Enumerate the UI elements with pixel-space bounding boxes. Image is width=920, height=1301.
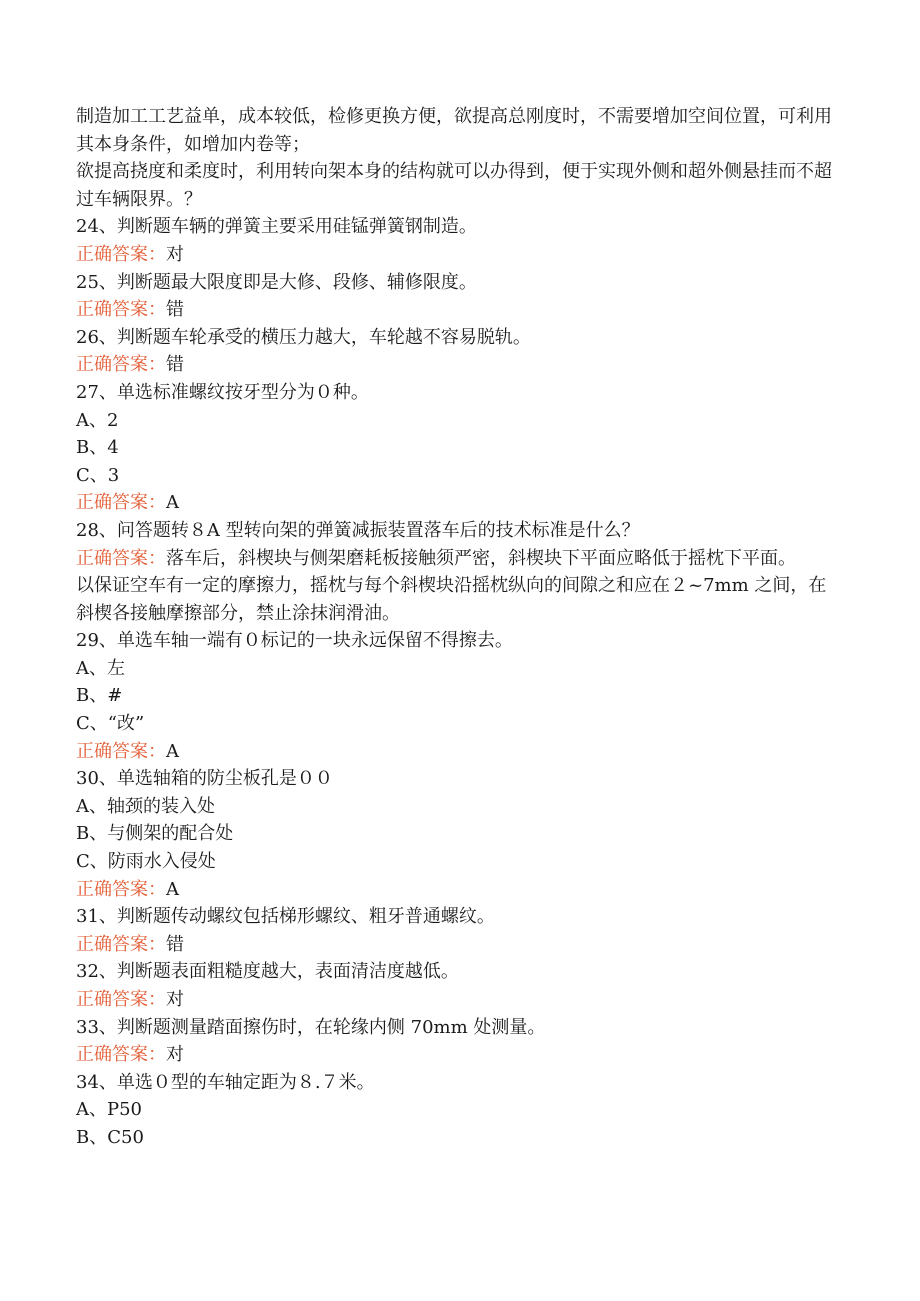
answer-label: 正确答案： [76,492,166,514]
question-30: 30、单选轴箱的防尘板孔是００ [76,768,333,790]
question-27: 27、单选标准螺纹按牙型分为０种。 [76,381,369,403]
question-26: 26、判断题车轮承受的横压力越大，车轮越不容易脱轨。 [76,326,531,348]
answer-value: A [166,492,179,514]
option: C、防雨水入侵处 [76,851,216,873]
question-32: 32、判断题表面粗糙度越大，表面清洁度越低。 [76,961,459,983]
answer-value: A [166,878,179,900]
question-31: 31、判断题传动螺纹包括梯形螺纹、粗牙普通螺纹。 [76,906,495,928]
answer-label: 正确答案： [76,933,166,955]
intro-paragraph-1: 制造加工工艺益单，成本较低，检修更换方便，欲提高总刚度时，不需要增加空间位置，可利用其本身条件，如增加内卷等； [76,106,832,155]
answer-label: 正确答案： [76,354,166,376]
answer-25 [76,296,832,324]
answer-29 [76,738,832,766]
answer-33 [76,1041,832,1069]
answer-label: 正确答案： [76,878,166,900]
answer-label: 正确答案： [76,1044,166,1066]
answer-value: 对 [166,243,184,265]
question-33: 33、判断题测量踏面擦伤时，在轮缘内侧 70mm 处测量。 [76,1016,546,1038]
answer-26 [76,351,832,379]
option: A、2 [76,409,119,431]
option: C、3 [76,464,120,486]
question-34: 34、单选０型的车轴定距为８.７米。 [76,1071,375,1093]
option: B、C50 [76,1126,144,1148]
answer-label: 正确答案： [76,740,166,762]
answer-30 [76,876,832,904]
intro-paragraph-2: 欲提高挠度和柔度时，利用转向架本身的结构就可以办得到，便于实现外侧和超外侧悬挂而不超过车辆限界。？ [76,161,832,210]
answer-value: 错 [166,299,184,321]
option: C、“改” [76,713,145,735]
answer-24 [76,241,832,269]
question-24: 24、判断题车辆的弹簧主要采用硅锰弹簧钢制造。 [76,216,477,238]
option: B、与侧架的配合处 [76,823,234,845]
answer-value: 错 [166,933,184,955]
answer-value: 对 [166,1044,184,1066]
question-29: 29、单选车轴一端有０标记的一块永远保留不得擦去。 [76,630,513,652]
answer-27 [76,489,832,517]
answer-label: 正确答案： [76,299,166,321]
answer-31 [76,931,832,959]
document-page [76,103,832,1152]
answer-value: 落车后，斜楔块与侧架磨耗板接触须严密，斜楔块下平面应略低于摇枕下平面。 [166,547,796,569]
option: B、4 [76,437,119,459]
option: B、# [76,685,123,707]
question-28: 28、问答题转８A 型转向架的弹簧减振装置落车后的技术标准是什么？ [76,519,640,541]
answer-32 [76,986,832,1014]
question-25: 25、判断题最大限度即是大修、段修、辅修限度。 [76,271,477,293]
option: A、P50 [76,1099,143,1121]
answer-value: A [166,740,179,762]
answer-label: 正确答案： [76,547,166,569]
answer-label: 正确答案： [76,989,166,1010]
answer-28 [76,545,832,573]
answer-28-continued: 以保证空车有一定的摩擦力，摇枕与每个斜楔块沿摇枕纵向的间隙之和应在２~7mm 之间，在斜楔各接触摩擦部分，禁止涂抹润滑油。 [76,575,827,624]
option: A、轴颈的装入处 [76,795,215,817]
answer-value: 错 [166,354,184,376]
answer-value: 对 [166,989,184,1010]
answer-label: 正确答案： [76,243,166,265]
option: A、左 [76,657,125,679]
